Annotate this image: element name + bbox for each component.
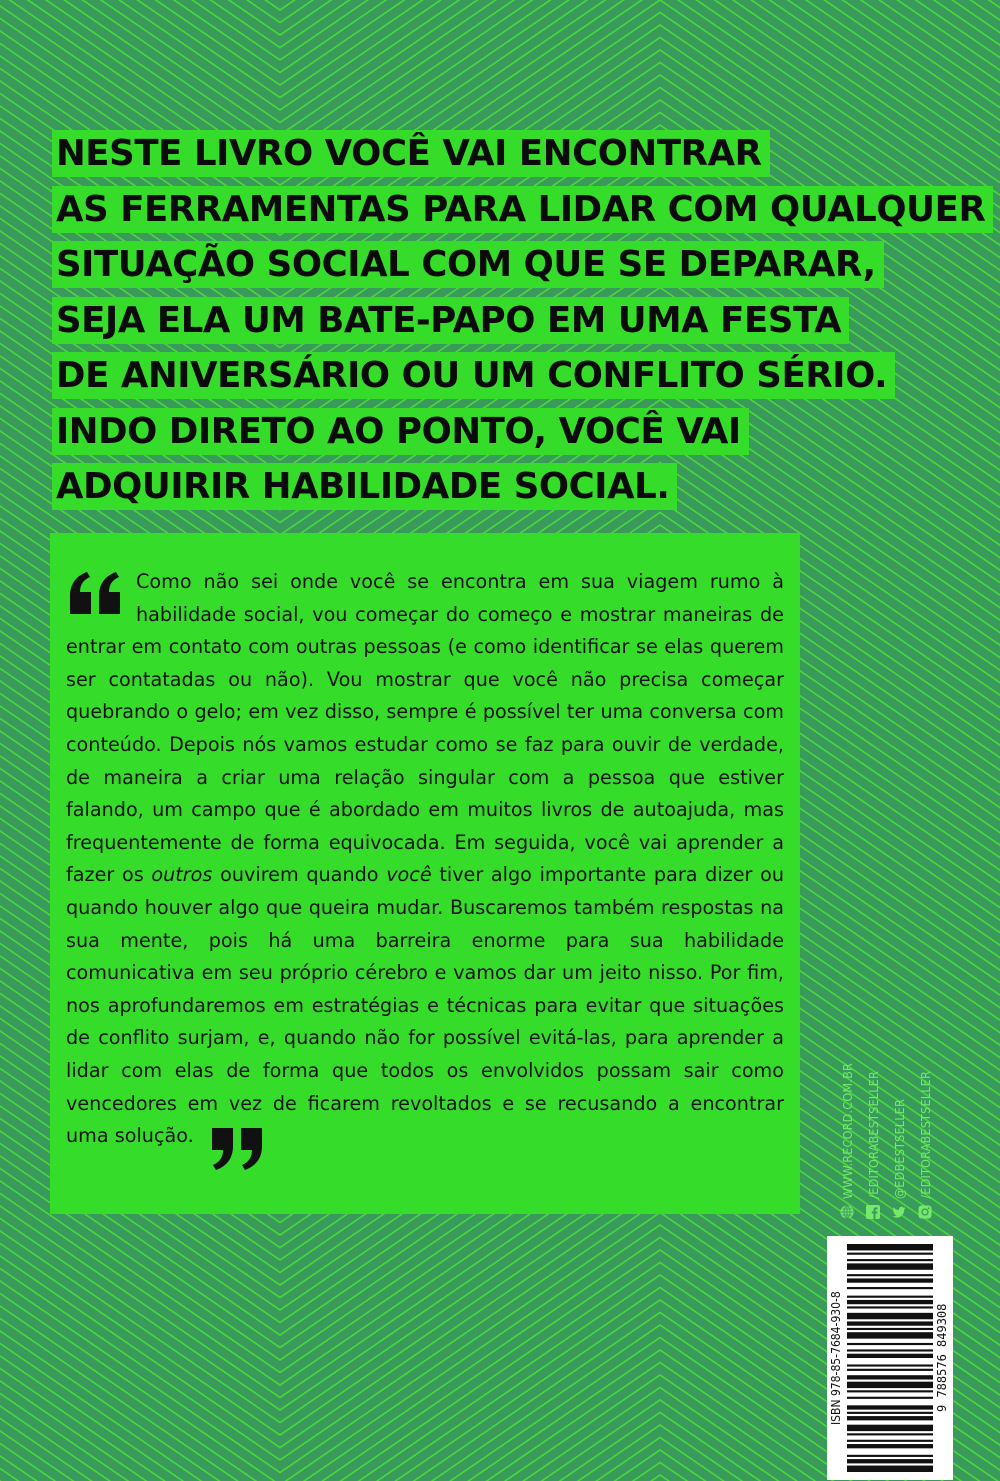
headline-line: NESTE LIVRO VOCÊ VAI ENCONTRAR	[52, 126, 993, 182]
barcode-bar	[847, 1343, 933, 1345]
barcode-bar	[847, 1459, 933, 1463]
barcode-bar	[847, 1416, 933, 1420]
headline-line: DE ANIVERSÁRIO OU UM CONFLITO SÉRIO.	[52, 348, 993, 404]
barcode-bar	[847, 1390, 933, 1392]
social-twitter[interactable]: @EDBESTSELLER	[888, 1047, 910, 1219]
barcode-bar	[847, 1369, 933, 1371]
globe-icon	[840, 1205, 854, 1219]
barcode-bar	[847, 1382, 933, 1388]
quote-text: Como não sei onde você se encontra em sua viagem rumo à habilidade social, vou começar do começo e mostrar maneiras de entrar em contato com outras pessoas (e como identificar se elas querem ser contatadas ou não). Vou mostrar que você não precisa começar quebrando o gelo; em vez disso, sempre é possível ter uma conversa com conteúdo. Depois nós vamos estudar como se faz para ouvir de verdade, de maneira a criar uma relação singular com a pessoa que estiver falando, um campo que é abordado em muitos livros de autoajuda, mas frequentemente de forma equivocada. Em seguida, você vai aprender a fazer os outros ouvirem quando você tiver algo importante para dizer ou quando houver algo que queira mudar. Buscaremos também respostas na sua mente, pois há uma barreira enorme para sua habilidade comunicativa em seu próprio cérebro e vamos dar um jeito nisso. Por fim, nos aprofundaremos em estratégias e técnicas para evitar que situações de conflito surjam, e, quando não for possível evitá-las, para aprender a lidar com elas de forma que todos os envolvidos possam sair como vencedores em vez de ficarem revoltados e se recusando a encontrar uma solução.	[66, 566, 784, 1172]
barcode-bar	[847, 1332, 933, 1338]
barcode-bar	[847, 1278, 933, 1282]
headline-line: AS FERRAMENTAS PARA LIDAR COM QUALQUER	[52, 182, 993, 238]
barcode-label	[827, 1236, 953, 1480]
barcode-bar	[847, 1349, 933, 1351]
barcode-bar	[847, 1259, 933, 1261]
barcode-bar	[847, 1321, 933, 1325]
barcode-bar	[847, 1405, 933, 1409]
barcode-bar	[847, 1287, 933, 1289]
barcode-bars	[847, 1244, 933, 1472]
social-website[interactable]: WWW.RECORD.COM.BR	[836, 1047, 858, 1219]
barcode-bar	[847, 1440, 933, 1442]
headline	[52, 126, 993, 515]
barcode-bar	[847, 1313, 933, 1319]
social-links	[836, 1047, 946, 1219]
barcode-bar	[847, 1433, 933, 1435]
close-quote-icon	[206, 1127, 266, 1172]
barcode-bar	[847, 1328, 933, 1330]
social-instagram[interactable]: /EDITORABESTSELLER	[914, 1047, 936, 1219]
twitter-bird-icon	[892, 1205, 906, 1219]
barcode-bar	[847, 1274, 933, 1276]
barcode-digits: 9 788576 849308	[935, 1303, 949, 1413]
barcode-bar	[847, 1296, 933, 1298]
barcode-bar	[847, 1455, 933, 1457]
barcode-bar	[847, 1444, 933, 1448]
barcode-bar	[847, 1253, 933, 1255]
stripe-line	[0, 0, 1000, 73]
headline-line: INDO DIRETO AO PONTO, VOCÊ VAI	[52, 404, 993, 460]
headline-line: ADQUIRIR HABILIDADE SOCIAL.	[52, 459, 993, 515]
headline-line: SITUAÇÃO SOCIAL COM QUE SE DEPARAR,	[52, 237, 993, 293]
isbn-number: ISBN 978-85-7684-930-8	[829, 1291, 843, 1425]
barcode-bar	[847, 1306, 933, 1308]
open-quote-icon	[66, 570, 126, 615]
headline-line: SEJA ELA UM BATE-PAPO EM UMA FESTA	[52, 293, 993, 349]
instagram-icon	[918, 1205, 932, 1219]
barcode-bar	[847, 1354, 933, 1358]
barcode-bar	[847, 1412, 933, 1414]
barcode-bar	[847, 1466, 933, 1472]
barcode-bar	[847, 1397, 933, 1399]
barcode-bar	[847, 1425, 933, 1431]
quote-box	[50, 533, 800, 1214]
barcode-bar	[847, 1364, 933, 1366]
barcode-bar	[847, 1244, 933, 1250]
barcode-bar	[847, 1300, 933, 1304]
facebook-icon	[866, 1205, 880, 1219]
stripe-line	[0, 0, 1000, 23]
social-facebook[interactable]: /EDITORABESTSELLER	[862, 1047, 884, 1219]
barcode-bar	[847, 1263, 933, 1269]
barcode-bar	[847, 1375, 933, 1379]
stripe-line	[0, 0, 1000, 48]
